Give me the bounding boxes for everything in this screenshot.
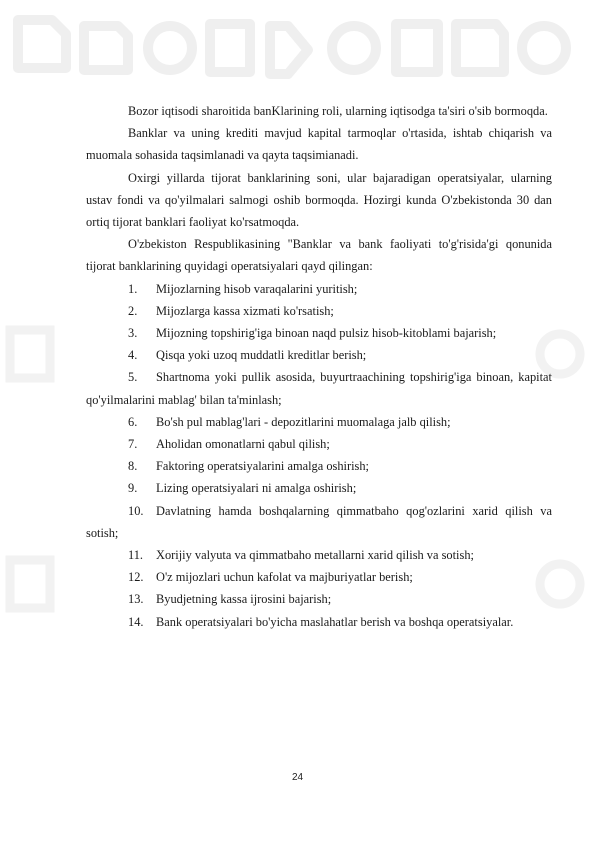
list-item xyxy=(86,278,552,300)
list-item xyxy=(86,300,552,322)
list-text: Davlatning hamda boshqalarning qimmatbaho qog'ozlarini xarid qilish va sotish; xyxy=(86,503,552,540)
paragraph-banks-credit: Banklar va uning krediti mavjud kapital tarmoqlar o'rtasida, ishtab chiqarish va muomala sohasida taqsimlanadi va qayta taqsimianadi. xyxy=(86,126,552,163)
list-text: Xorijiy valyuta va qimmatbaho metallarni xarid qilish va sotish; xyxy=(156,548,474,563)
list-number: 14. xyxy=(128,614,144,629)
paragraph-law-reference: O'zbekiston Respublikasining "Banklar va bank faoliyati to'g'risida'gi qonunida tijorat banklarining quyidagi operatsiyalari qayd qilingan: xyxy=(86,237,552,274)
list-text: Mijozning topshirig'iga binoan naqd pulsiz hisob-kitoblami bajarish; xyxy=(156,326,497,341)
list-number: 3. xyxy=(128,326,138,341)
list-text: Shartnoma yoki pullik asosida, buyurtraachining topshirig'iga binoan, kapitat qo'yilmalarini mablag' bilan ta'minlash; xyxy=(86,370,552,407)
list-text: Aholidan omonatlarni qabul qilish; xyxy=(156,437,330,452)
list-text: Byudjetning kassa ijrosini bajarish; xyxy=(156,592,332,607)
paragraph-recent-years: Oxirgi yillarda tijorat banklarining soni, ular bajaradigan operatsiyalar, ularning ustav fondi va qo'yilmalari salmogi oshib bormoqda. Hozirgi kunda O'zbekistonda 30 dan ortiq tijorat banklari faoliyat ko'rsatmoqda. xyxy=(86,170,552,230)
list-item xyxy=(86,366,552,410)
list-item xyxy=(86,588,552,610)
list-number: 9. xyxy=(128,481,138,496)
list-number: 10. xyxy=(128,503,144,518)
list-item xyxy=(86,433,552,455)
list-number: 5. xyxy=(128,370,138,385)
list-text: O'z mijozlari uchun kafolat va majburiyatlar berish; xyxy=(156,570,413,585)
list-text: Mijozlarning hisob varaqalarini yuritish; xyxy=(156,281,358,296)
list-item xyxy=(86,544,552,566)
paragraph-intro: Bozor iqtisodi sharoitida banKlarining roli, ularning iqtisodga ta'siri o'sib bormoqda. xyxy=(128,104,548,118)
list-number: 6. xyxy=(128,414,138,429)
list-number: 12. xyxy=(128,570,144,585)
list-number: 2. xyxy=(128,303,138,318)
list-text: Mijozlarga kassa xizmati ko'rsatish; xyxy=(156,303,334,318)
list-item xyxy=(86,477,552,499)
page-number: 24 xyxy=(291,772,304,783)
list-number: 1. xyxy=(128,281,138,296)
list-item xyxy=(86,500,552,544)
operations-list xyxy=(86,278,552,633)
list-item xyxy=(86,322,552,344)
list-number: 4. xyxy=(128,348,138,363)
list-text: Faktoring operatsiyalarini amalga oshirish; xyxy=(156,459,370,474)
list-number: 8. xyxy=(128,459,138,474)
list-number: 11. xyxy=(128,548,144,563)
document-body xyxy=(86,100,552,633)
list-text: Bank operatsiyalari bo'yicha maslahatlar berish va boshqa operatsiyalar. xyxy=(156,614,514,629)
list-number: 13. xyxy=(128,592,144,607)
list-item xyxy=(86,411,552,433)
list-text: Bo'sh pul mablag'lari - depozitlarini muomalaga jalb qilish; xyxy=(156,414,451,429)
list-number: 7. xyxy=(128,437,138,452)
list-item xyxy=(86,566,552,588)
list-item xyxy=(86,344,552,366)
list-text: Qisqa yoki uzoq muddatli kreditlar berish; xyxy=(156,348,367,363)
list-item xyxy=(86,611,552,633)
list-text: Lizing operatsiyalari ni amalga oshirish; xyxy=(156,481,357,496)
list-item xyxy=(86,455,552,477)
